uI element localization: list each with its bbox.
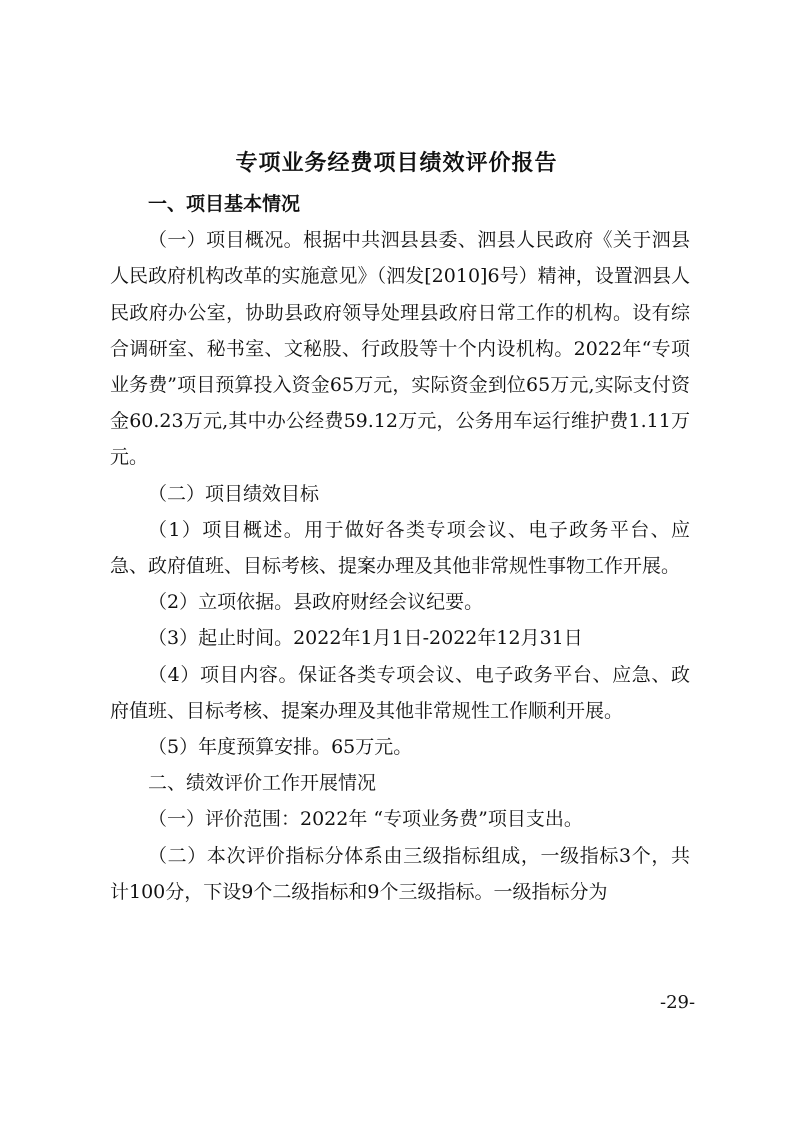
page-number: -29- xyxy=(660,992,696,1013)
list-item-period: （3）起止时间。2022年1月1日-2022年12月31日 xyxy=(148,627,583,650)
document-body xyxy=(110,186,690,910)
list-item-budget: （5）年度预算安排。65万元。 xyxy=(148,736,413,759)
paragraph-evaluation-scope: （一）评价范围：2022年 “专项业务费”项目支出。 xyxy=(148,808,583,831)
subheading-performance-targets: （二）项目绩效目标 xyxy=(148,482,320,505)
paragraph-project-overview: （一）项目概况。根据中共泗县县委、泗县人民政府《关于泗县人民政府机构改革的实施意见》（泗发[2010]6号）精神，设置泗县人民政府办公室，协助县政府领导处理县政府日常工作的机构。设有综合调研室、秘书室、文秘股、行政股等十个内设机构。2022年“专项业务费”项目预算投入资金65万元，实际资金到位65万元,实际支付资金60.23万元,其中办公经费59.12万元，公务用车运行维护费1.11万元。 xyxy=(110,229,690,469)
list-item-basis: （2）立项依据。县政府财经会议纪要。 xyxy=(148,591,484,614)
list-item-overview: （1）项目概述。用于做好各类专项会议、电子政务平台、应急、政府值班、目标考核、提案办理及其他非常规性事物工作开展。 xyxy=(110,518,690,578)
paragraph-indicator-system: （二）本次评价指标分体系由三级指标组成，一级指标3个，共计100分，下设9个二级指标和9个三级指标。一级指标分为 xyxy=(110,844,690,903)
list-item-content: （4）项目内容。保证各类专项会议、电子政务平台、应急、政府值班、目标考核、提案办理及其他非常规性工作顺利开展。 xyxy=(110,663,690,722)
section-heading-basic-info: 一、项目基本情况 xyxy=(148,193,301,215)
document-title: 专项业务经费项目绩效评价报告 xyxy=(235,151,558,176)
section-heading-evaluation: 二、绩效评价工作开展情况 xyxy=(148,772,377,795)
